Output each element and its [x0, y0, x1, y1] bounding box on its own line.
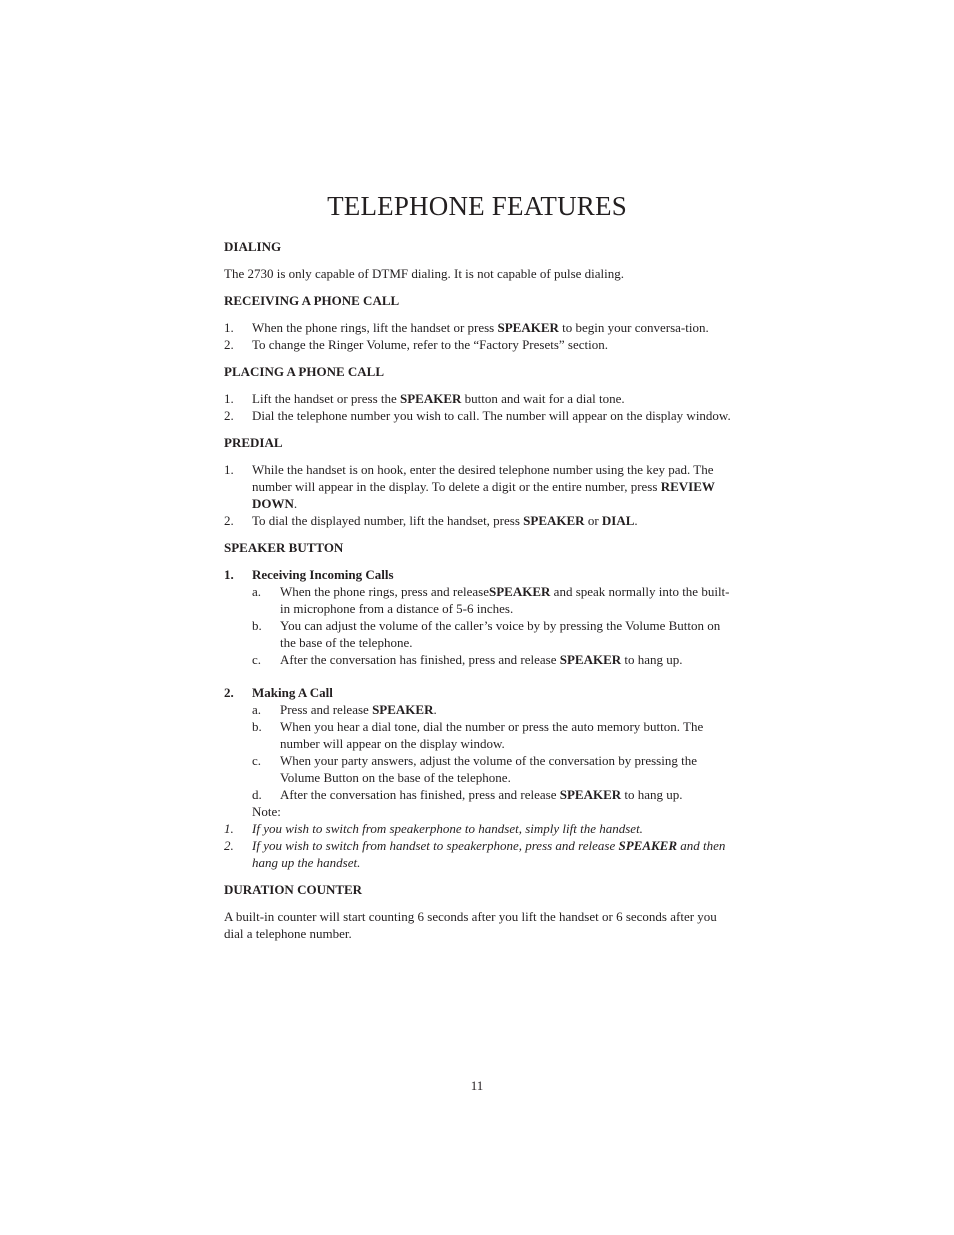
list-number: 2.	[224, 337, 234, 352]
duration-text: A built-in counter will start counting 6 seconds after you lift the handset or 6 seconds after you dial a telephone number.	[224, 909, 717, 941]
sub-list-item	[224, 701, 734, 718]
list-letter: c.	[252, 652, 262, 667]
key-label: SPEAKER	[489, 584, 551, 599]
list-item	[224, 512, 734, 529]
section-heading-receiving: RECEIVING A PHONE CALL	[224, 293, 400, 308]
key-label: SPEAKER	[559, 652, 622, 667]
list-item	[224, 319, 734, 336]
key-label: SPEAKER	[497, 320, 559, 335]
sub-list-item	[224, 651, 734, 668]
note-label: Note:	[252, 804, 281, 819]
list-text: To dial the displayed number, lift the handset, press	[252, 513, 524, 528]
page-title: TELEPHONE FEATURES	[327, 191, 627, 221]
list-text: to hang up.	[621, 787, 683, 802]
sub-list-item	[224, 583, 734, 617]
list-text: When the phone rings, press and release	[280, 584, 490, 599]
key-label: SPEAKER	[400, 391, 462, 406]
sub-list-item	[224, 752, 734, 786]
sub-list-item	[224, 786, 734, 803]
list-text: to hang up.	[621, 652, 683, 667]
note-item	[224, 837, 734, 871]
list-number: 2.	[224, 685, 234, 700]
key-label: SPEAKER	[559, 787, 622, 802]
list-number: 1.	[224, 567, 234, 582]
key-label: DIAL	[601, 513, 635, 528]
list-number: 1.	[224, 391, 234, 406]
list-text: to begin your conversa-tion.	[558, 320, 709, 335]
list-item	[224, 336, 734, 353]
list-item	[224, 390, 734, 407]
note-text: If you wish to switch from speakerphone to handset, simply lift the handset.	[252, 821, 643, 836]
list-number: 2.	[224, 408, 234, 423]
dialing-text: The 2730 is only capable of DTMF dialing. It is not capable of pulse dialing.	[224, 266, 625, 281]
subsection-heading-making	[224, 684, 734, 701]
list-text: When the phone rings, lift the handset or press	[252, 320, 498, 335]
list-text: Dial the telephone number you wish to call. The number will appear on the display window.	[252, 408, 731, 423]
section-heading-dialing: DIALING	[224, 239, 282, 254]
note-item	[224, 820, 734, 837]
list-text: .	[634, 513, 638, 528]
list-number: 1.	[224, 821, 234, 836]
sub-list-item	[224, 617, 734, 651]
list-letter: b.	[252, 719, 262, 734]
page-number: 11	[470, 1078, 484, 1093]
section-heading-placing: PLACING A PHONE CALL	[224, 364, 384, 379]
note-text: If you wish to switch from handset to speakerphone, press and release	[252, 838, 619, 853]
list-text: When your party answers, adjust the volume of the conversation by pressing the Volume Button on the base of the telephone.	[280, 753, 697, 785]
list-text: .	[293, 496, 298, 511]
key-label: SPEAKER	[618, 838, 678, 853]
list-letter: b.	[252, 618, 262, 633]
list-text: or	[584, 513, 602, 528]
section-heading-duration: DURATION COUNTER	[224, 882, 363, 897]
sub-list-item	[224, 718, 734, 752]
subsection-title: Receiving Incoming Calls	[252, 567, 394, 582]
key-label: SPEAKER	[523, 513, 585, 528]
list-text: While the handset is on hook, enter the desired telephone number using the key pad. The number will appear in the display. To delete a digit or the entire number, press	[252, 462, 714, 494]
list-text: and speak normally into the built-in microphone from a distance of 5-6 inches.	[280, 584, 730, 616]
list-text: When you hear a dial tone, dial the number or press the auto memory button. The number will appear on the display window.	[280, 719, 704, 751]
list-number: 2.	[224, 513, 234, 528]
list-text: .	[433, 702, 437, 717]
section-heading-speaker: SPEAKER BUTTON	[224, 540, 344, 555]
list-letter: c.	[252, 753, 262, 768]
list-text: You can adjust the volume of the caller’s voice by by pressing the Volume Button on the base of the telephone.	[280, 618, 721, 650]
list-text: After the conversation has finished, press and release	[280, 787, 560, 802]
list-letter: d.	[252, 787, 262, 802]
list-text: Press and release	[280, 702, 373, 717]
list-item	[224, 407, 734, 424]
note-text: and then hang up the handset.	[252, 838, 726, 870]
key-label: SPEAKER	[372, 702, 434, 717]
list-text: button and wait for a dial tone.	[461, 391, 625, 406]
subsection-title: Making A Call	[252, 685, 333, 700]
section-heading-predial: PREDIAL	[224, 435, 283, 450]
list-number: 1.	[224, 320, 234, 335]
list-text: Lift the handset or press the	[252, 391, 401, 406]
list-number: 2.	[224, 838, 234, 853]
key-label: REVIEW DOWN	[252, 479, 715, 511]
list-letter: a.	[252, 702, 262, 717]
list-item	[224, 461, 734, 512]
list-text: To change the Ringer Volume, refer to the “Factory Presets” section.	[252, 337, 609, 352]
subsection-heading-receiving	[224, 566, 734, 583]
document-body	[224, 238, 734, 942]
list-letter: a.	[252, 584, 262, 599]
list-number: 1.	[224, 462, 234, 477]
list-text: After the conversation has finished, press and release	[280, 652, 560, 667]
